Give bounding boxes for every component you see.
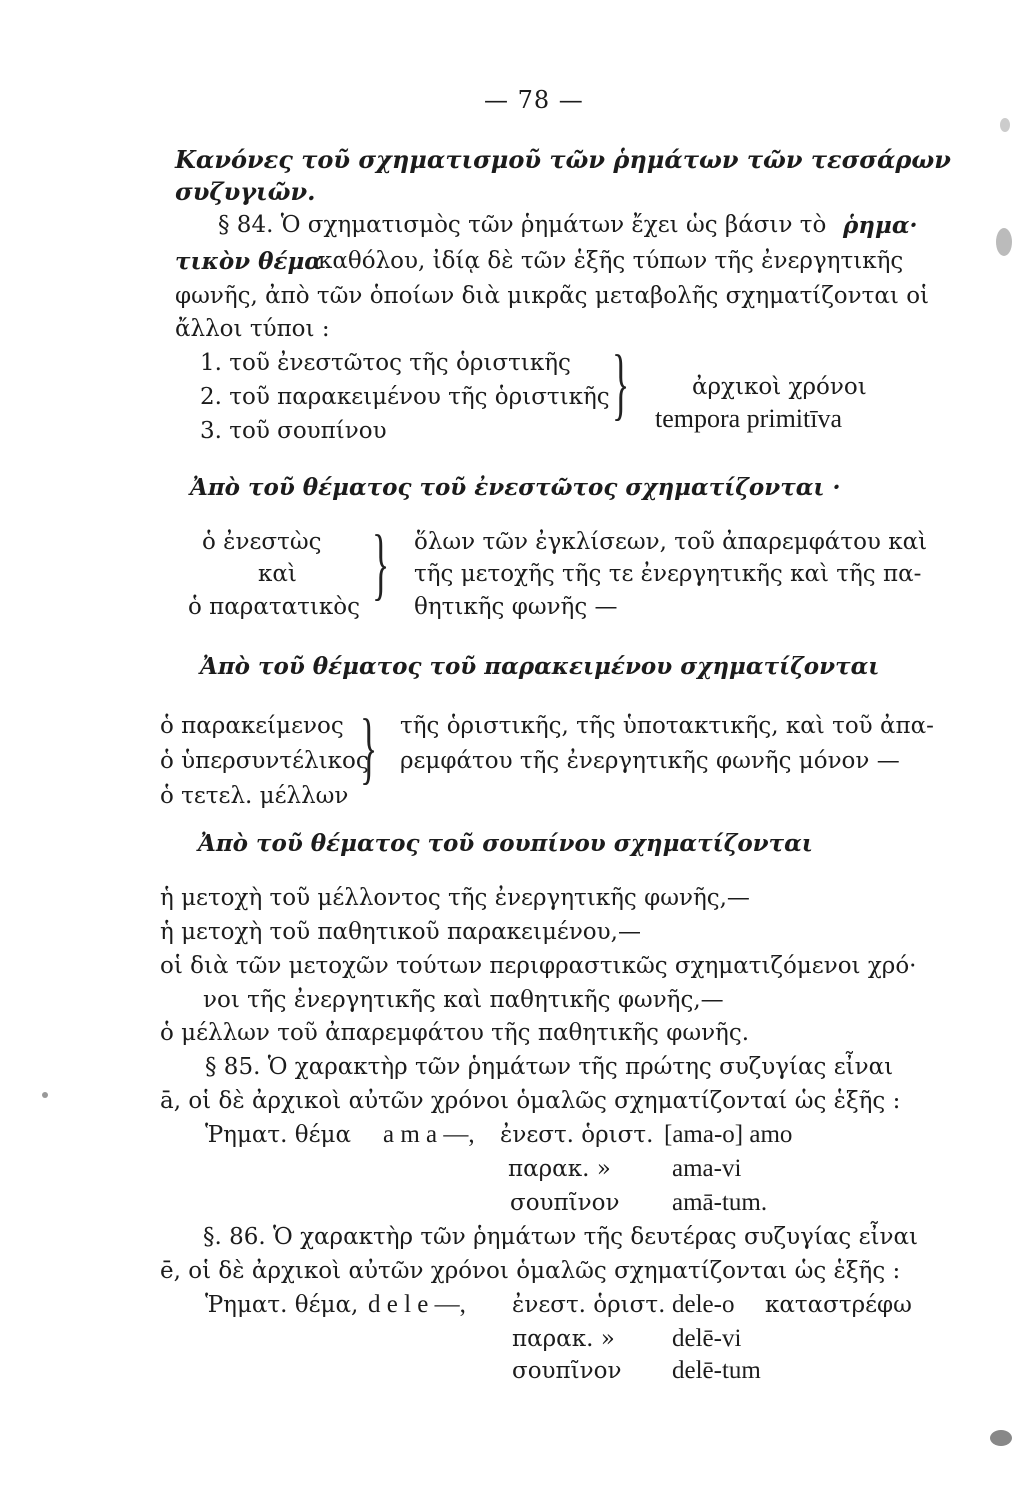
p85-tense: ἐνεστ. ὁριστ. <box>500 1122 654 1148</box>
p84-line1: § 84. Ὁ σχηματισμὸς τῶν ῥημάτων ἔχει ὡς βάσιν τὸ <box>218 212 827 238</box>
p84-line2: καθόλου, ἰδίᾳ δὲ τῶν ἑξῆς τύπων τῆς ἐνεργητικῆς <box>318 248 904 274</box>
page-title-cont: συζυγιῶν. <box>175 177 316 206</box>
p84-term: ῥημα· <box>843 212 918 239</box>
p85-tense: παρακ. » <box>508 1156 611 1182</box>
tense-label-greek: ἀρχικοὶ χρόνοι <box>692 374 867 400</box>
p86-gloss: καταστρέφω <box>765 1292 912 1318</box>
supine-line: ἡ μετοχὴ τοῦ μέλλοντος τῆς ἐνεργητικῆς φωνῆς,— <box>160 885 750 911</box>
p84-line4: ἄλλοι τύποι : <box>175 316 330 342</box>
p84-term-cont: τικὸν θέμα <box>175 248 323 275</box>
scan-spot <box>1000 118 1010 132</box>
page-title: Κανόνες τοῦ σχηματισμοῦ τῶν ῥημάτων τῶν τεσσάρων <box>175 145 951 174</box>
tense-item: 1. τοῦ ἐνεστῶτος τῆς ὁριστικῆς <box>200 350 571 376</box>
p85-form: [ama-o] amo <box>664 1121 793 1148</box>
p86-form: delē-vi <box>672 1325 742 1352</box>
p85-line2: ā, οἱ δὲ ἀρχικοὶ αὐτῶν χρόνοι ὁμαλῶς σχηματίζονταί ὡς ἑξῆς : <box>160 1088 901 1114</box>
p86-tense: ἐνεστ. ὁριστ. <box>512 1292 666 1318</box>
supine-line: ὁ μέλλων τοῦ ἀπαρεμφάτου τῆς παθητικῆς φωνῆς. <box>160 1020 750 1046</box>
brace-icon: } <box>372 520 390 608</box>
p86-form: dele-o <box>672 1291 735 1318</box>
p86-line2: ē, οἱ δὲ ἀρχικοὶ αὐτῶν χρόνοι ὁμαλῶς σχηματίζονται ὡς ἑξῆς : <box>160 1258 901 1284</box>
p86-stem: d e l e —, <box>368 1291 466 1318</box>
scan-spot <box>42 1092 48 1098</box>
p86-stem-label: Ῥηματ. θέμα, <box>205 1292 359 1318</box>
tense-label-latin: tempora primitīva <box>655 404 843 433</box>
p86-tense: σουπῖνον <box>512 1358 622 1384</box>
p85-line1: § 85. Ὁ χαρακτὴρ τῶν ῥημάτων τῆς πρώτης συζυγίας εἶναι <box>205 1054 894 1080</box>
tense-item: 2. τοῦ παρακειμένου τῆς ὁριστικῆς <box>200 384 610 410</box>
p85-tense: σουπῖνον <box>510 1190 620 1216</box>
p86-line1: §. 86. Ὁ χαρακτὴρ τῶν ῥημάτων τῆς δευτέρας συζυγίας εἶναι <box>203 1224 919 1250</box>
p85-form: ama-vi <box>672 1155 742 1182</box>
scan-spot <box>996 228 1012 256</box>
perfect-heading: Ἀπὸ τοῦ θέματος τοῦ παρακειμένου σχηματίζονται <box>200 653 880 680</box>
present-left: καὶ <box>258 561 297 587</box>
present-right: θητικῆς φωνῆς — <box>414 594 618 620</box>
perfect-left: ὁ τετελ. μέλλων <box>160 783 349 809</box>
p85-stem: a m a —, <box>383 1121 475 1148</box>
p85-form: amā-tum. <box>672 1189 768 1216</box>
p84-line3: φωνῆς, ἀπὸ τῶν ὁποίων διὰ μικρᾶς μεταβολῆς σχηματίζονται οἱ <box>175 283 930 309</box>
p85-stem-label: Ῥηματ. θέμα <box>205 1122 352 1148</box>
present-heading: Ἀπὸ τοῦ θέματος τοῦ ἐνεστῶτος σχηματίζονται · <box>190 474 841 501</box>
brace-icon: } <box>612 340 630 428</box>
supine-line: νοι τῆς ἐνεργητικῆς καὶ παθητικῆς φωνῆς,— <box>203 987 724 1013</box>
supine-line: οἱ διὰ τῶν μετοχῶν τούτων περιφραστικῶς σχηματιζόμενοι χρό· <box>160 953 917 979</box>
perfect-left: ὁ ὑπερσυντέλικος <box>160 748 369 774</box>
perfect-right: ρεμφάτου τῆς ἐνεργητικῆς φωνῆς μόνον — <box>400 748 900 774</box>
perfect-right: τῆς ὁριστικῆς, τῆς ὑποτακτικῆς, καὶ τοῦ ἀπα- <box>400 713 934 739</box>
tense-item: 3. τοῦ σουπίνου <box>200 418 387 444</box>
supine-heading: Ἀπὸ τοῦ θέματος τοῦ σουπίνου σχηματίζονται <box>198 830 813 857</box>
p86-form: delē-tum <box>672 1357 761 1384</box>
perfect-left: ὁ παρακείμενος <box>160 713 344 739</box>
scan-spot <box>990 1430 1012 1446</box>
brace-icon: } <box>360 704 378 792</box>
present-right: τῆς μετοχῆς τῆς τε ἐνεργητικῆς καὶ τῆς πα- <box>414 561 922 587</box>
present-left: ὁ ἐνεστὼς <box>202 529 322 555</box>
present-right: ὅλων τῶν ἐγκλίσεων, τοῦ ἀπαρεμφάτου καὶ <box>414 529 928 555</box>
supine-line: ἡ μετοχὴ τοῦ παθητικοῦ παρακειμένου,— <box>160 919 641 945</box>
present-left: ὁ παρατατικὸς <box>188 594 360 620</box>
page-number: — 78 — <box>484 86 584 114</box>
p86-tense: παρακ. » <box>512 1326 615 1352</box>
